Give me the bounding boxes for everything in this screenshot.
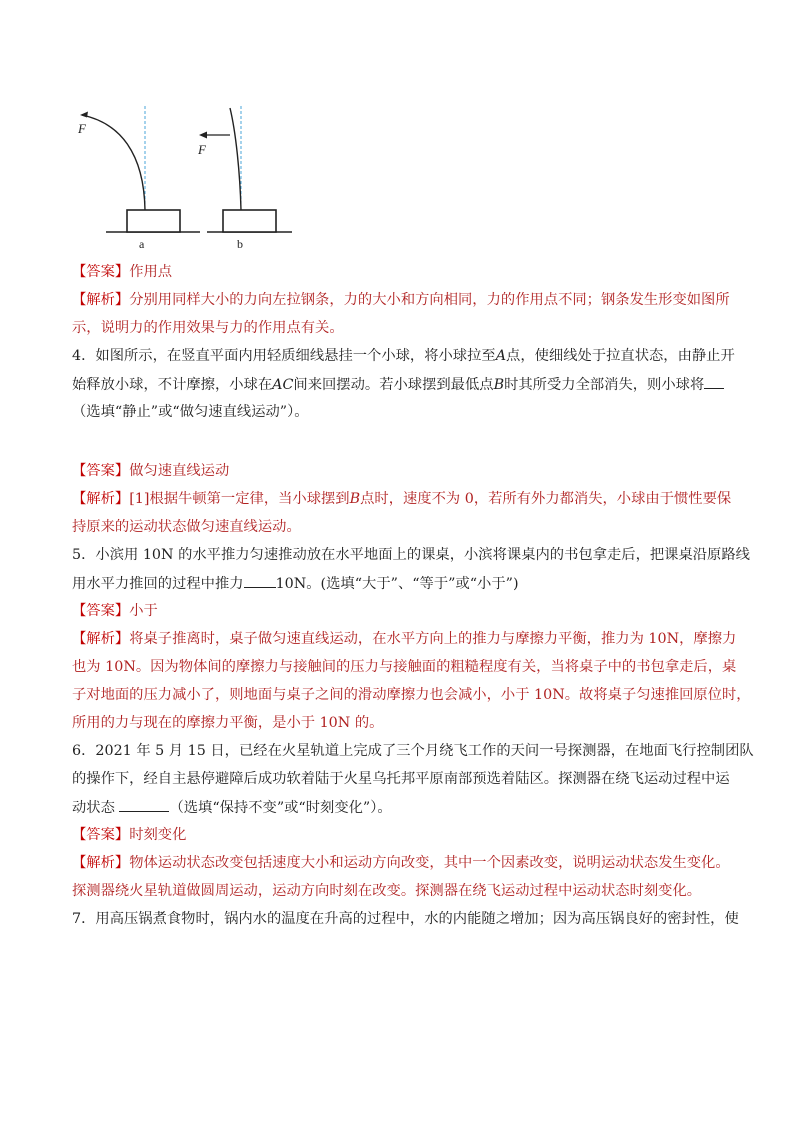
q7-question-line: 7．用高压锅煮食物时，锅内水的温度在升高的过程中，水的内能随之增加；因为高压锅良好的密封性，使 xyxy=(72,911,739,927)
point-label: B xyxy=(349,491,361,507)
point-label: A xyxy=(495,348,507,364)
q4-explanation-line: 持原来的运动状态做匀速直线运动。 xyxy=(72,519,301,535)
answer-tag: 【答案】 xyxy=(72,603,130,619)
q5-explanation-line: 子对地面的压力减小了，则地面与桌子之间的滑动摩擦力也会减小，小于 10N。故将桌子匀速推回原位时， xyxy=(72,687,751,703)
q3-explanation-line xyxy=(72,290,732,310)
q6-question-line: 的操作下，经自主悬停避障后成功软着陆于火星乌托邦平原南部预选着陆区。探测器在绕飞运动过程中运 xyxy=(72,771,730,787)
answer-blank xyxy=(119,797,169,812)
q5-question-line xyxy=(72,573,732,593)
q6-answer xyxy=(72,825,732,845)
explanation-tag: 【解析】 xyxy=(72,292,130,308)
q5-explanation-line: 所用的力与现在的摩擦力平衡，是小于 10N 的。 xyxy=(72,715,384,731)
explanation-text: 分别用同样大小的力向左拉钢条，力的大小和方向相同，力的作用点不同；钢条发生形变如图所 xyxy=(129,292,730,308)
q5-explanation-line: 也为 10N。因为物体间的摩擦力与接触间的压力与接触面的粗糙程度有关，当将桌子中的书包拿走后，桌 xyxy=(72,659,737,675)
answer-tag: 【答案】 xyxy=(72,827,130,843)
explanation-text: 物体运动状态改变包括速度大小和运动方向改变，其中一个因素改变，说明运动状态发生变化。 xyxy=(129,855,730,871)
q4-explanation-line xyxy=(72,489,732,509)
question-text: 间来回摆动。若小球摆到最低点 xyxy=(293,377,494,393)
q6-explanation-line xyxy=(72,853,732,873)
answer-text: 作用点 xyxy=(129,264,173,280)
explanation-tag: 【解析】 xyxy=(72,631,130,647)
answer-blank xyxy=(244,573,276,588)
answer-text: 小于 xyxy=(129,603,158,619)
question-text: 动状态 xyxy=(72,800,115,816)
q3-explanation-line: 示，说明力的作用效果与力的作用点有关。 xyxy=(72,320,344,336)
explanation-tag: 【解析】 xyxy=(72,855,130,871)
question-text: （选填“保持不变”或“时刻变化”）。 xyxy=(169,800,392,816)
question-text: 点，使细线处于拉直状态，由静止开 xyxy=(506,348,735,364)
explanation-text: 点时，速度不为 0，若所有外力都消失，小球由于惯性要保 xyxy=(360,491,732,507)
q5-explanation-line xyxy=(72,629,737,649)
force-label-b: F xyxy=(198,142,206,157)
point-label: B xyxy=(493,377,505,393)
answer-blank xyxy=(704,374,724,389)
q5-question-line: 5．小滨用 10N 的水平推力匀速推动放在水平地面上的课桌，小滨将课桌内的书包拿走后，把课桌沿原路线 xyxy=(72,547,750,563)
q4-question-line: （选填“静止”或“做匀速直线运动”）。 xyxy=(72,404,309,420)
bent-strip-b xyxy=(230,108,241,210)
question-text: 10N。(选填“大于”、“等于”或“小于”) xyxy=(275,576,519,592)
question-text: 时其所受力全部消失，则小球将 xyxy=(504,377,705,393)
force-label-a: F xyxy=(78,121,86,136)
q6-question-line: 6．2021 年 5 月 15 日，已经在火星轨道上完成了三个月绕飞工作的天问一号探测器，在地面飞行控制团队 xyxy=(72,743,754,759)
arrow-head-a xyxy=(80,112,88,118)
q4-question-line xyxy=(72,346,735,366)
bent-strip-a xyxy=(82,115,145,210)
answer-text: 时刻变化 xyxy=(129,827,187,843)
force-diagram xyxy=(72,98,302,260)
explanation-tag: 【解析】 xyxy=(72,491,130,507)
question-text: 用水平力推回的过程中推力 xyxy=(72,576,244,592)
answer-tag: 【答案】 xyxy=(72,463,130,479)
arrow-head-b xyxy=(199,132,207,139)
q4-question-line xyxy=(72,374,732,394)
point-label: AC xyxy=(272,377,294,393)
question-text: 4．如图所示，在竖直平面内用轻质细线悬挂一个小球，将小球拉至 xyxy=(72,348,496,364)
q3-answer xyxy=(72,262,732,282)
document-body xyxy=(72,262,754,937)
explanation-text: [1]根据牛顿第一定律，当小球摆到 xyxy=(129,491,350,507)
answer-text: 做匀速直线运动 xyxy=(129,463,230,479)
base-block-a xyxy=(127,210,180,232)
label-a: a xyxy=(139,237,145,251)
explanation-text: 将桌子推离时，桌子做匀速直线运动，在水平方向上的推力与摩擦力平衡，推力为 10N，摩擦力 xyxy=(129,631,737,647)
q5-answer xyxy=(72,601,732,621)
answer-tag: 【答案】 xyxy=(72,264,130,280)
q6-question-line xyxy=(72,797,732,817)
base-block-b xyxy=(223,210,276,232)
q6-explanation-line: 探测器绕火星轨道做圆周运动，运动方向时刻在改变。探测器在绕飞运动过程中运动状态时刻变化。 xyxy=(72,883,702,899)
label-b: b xyxy=(237,237,243,251)
question-text: 始释放小球，不计摩擦，小球在 xyxy=(72,377,273,393)
q4-answer xyxy=(72,461,732,481)
